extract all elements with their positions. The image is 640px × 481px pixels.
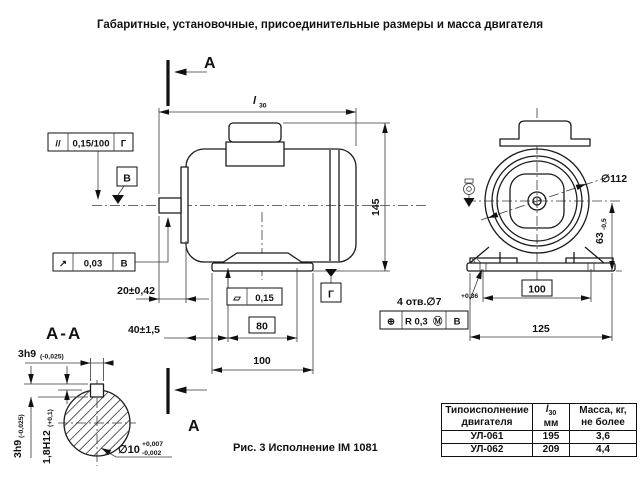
dim-20-label: 20±0,42 <box>117 285 155 297</box>
dim-125-label: 125 <box>532 323 550 335</box>
cell-l30: 209 <box>533 443 570 456</box>
position-modifier: Ⓜ <box>433 316 443 328</box>
dia-10-sub: -0,002 <box>142 450 162 457</box>
dim-100-side-label: 100 <box>253 355 271 367</box>
section-label-top: А <box>204 55 216 72</box>
dim-l30-sub: 30 <box>259 102 267 110</box>
foot-base <box>212 263 313 271</box>
parallelism-tolerance-frame <box>48 133 133 151</box>
position-symbol: ⊕ <box>387 316 395 328</box>
position-value: R 0,3 <box>405 316 428 328</box>
dim-63-tol: -0,5 <box>601 218 608 230</box>
section-aa-title: А-А <box>46 324 83 343</box>
col-type-header <box>442 404 533 431</box>
shaft <box>159 198 181 213</box>
key-depth-label: 1,8H12 <box>41 430 53 464</box>
dim-63-label: 63 <box>594 232 606 244</box>
datum-g-label: Г <box>328 288 334 301</box>
dim-100-front-label: 100 <box>528 283 546 296</box>
position-datum: В <box>453 316 461 328</box>
holes-note-label: 4 отв.∅7 <box>397 296 442 308</box>
position-tolerance-frame <box>380 311 468 329</box>
cell-l30: 195 <box>533 431 570 444</box>
table-row <box>442 431 637 444</box>
datum-b-marker <box>112 167 137 204</box>
cell-mass: 3,6 <box>570 431 637 444</box>
cell-type: УЛ-062 <box>442 443 533 456</box>
key-depth-tol: (+0,1) <box>47 409 54 427</box>
cell-mass: 4,4 <box>570 443 637 456</box>
keyway-slot <box>91 384 104 397</box>
col-mass-header <box>570 404 637 431</box>
flatness-symbol: ▱ <box>233 293 241 304</box>
key-height-tol: (-0,025) <box>18 414 25 438</box>
col-mass-header-line1: Масса, кг, <box>579 405 627 417</box>
flatness-tolerance-frame <box>227 288 282 305</box>
foot-pads <box>470 258 613 263</box>
col-mass-header-line2: не более <box>581 417 625 429</box>
page-title: Габаритные, установочные, присоединительные размеры и масса двигателя <box>96 19 544 31</box>
dia-10-sup: +0,007 <box>142 441 163 448</box>
cell-type: УЛ-061 <box>442 431 533 444</box>
figure-caption: Рис. 3 Исполнение IM 1081 <box>233 442 378 454</box>
flatness-value: 0,15 <box>255 293 274 304</box>
runout-value: 0,03 <box>83 258 103 270</box>
datum-g-marker <box>321 269 341 302</box>
dia-112-label: ∅112 <box>601 173 628 185</box>
col-l30-header <box>533 404 570 431</box>
datum-b-label: В <box>123 172 131 185</box>
table-row <box>442 443 637 456</box>
terminal-box-base <box>226 142 284 166</box>
col-type-header-line2: двигателя <box>461 417 513 429</box>
section-label-bottom: А <box>188 418 200 435</box>
terminal-box <box>229 123 281 142</box>
foot-base-front <box>467 263 615 271</box>
motor-spec-table <box>441 403 637 457</box>
table-header-row <box>442 404 637 431</box>
col-l30-sub: 30 <box>548 410 557 417</box>
side-view-motor-outline <box>159 123 356 271</box>
dim-40-label: 40±1,5 <box>127 324 160 336</box>
runout-datum: В <box>120 258 128 270</box>
parallelism-datum: Г <box>120 138 127 150</box>
col-l30-unit: мм <box>543 418 559 430</box>
dia-10-label: ∅10 <box>118 444 140 456</box>
side-view-dimension-lines <box>98 72 390 390</box>
dim-l30-label: l <box>253 95 257 107</box>
ground-terminal-icon <box>464 179 475 207</box>
parallelism-value: 0,15/100 <box>72 138 110 150</box>
front-view-dimension-lines <box>470 203 622 341</box>
runout-symbol: ↗ <box>59 258 67 270</box>
terminal-box-front <box>500 121 590 146</box>
front-view-motor-outline <box>467 121 615 271</box>
col-type-header-line1: Типоисполнение <box>445 405 529 417</box>
holes-note-tol: +0,36 <box>461 293 479 300</box>
key-width-tol: (-0,025) <box>40 353 64 361</box>
parallelism-symbol: // <box>55 138 61 150</box>
dim-145-label: 145 <box>370 198 382 216</box>
runout-tolerance-frame <box>53 253 135 271</box>
key-height-label: 3h9 <box>12 439 24 458</box>
dim-80-label: 80 <box>256 320 268 333</box>
foot <box>222 253 303 263</box>
col-l30-sym: l <box>545 404 549 415</box>
key-width-label: 3h9 <box>18 348 37 360</box>
